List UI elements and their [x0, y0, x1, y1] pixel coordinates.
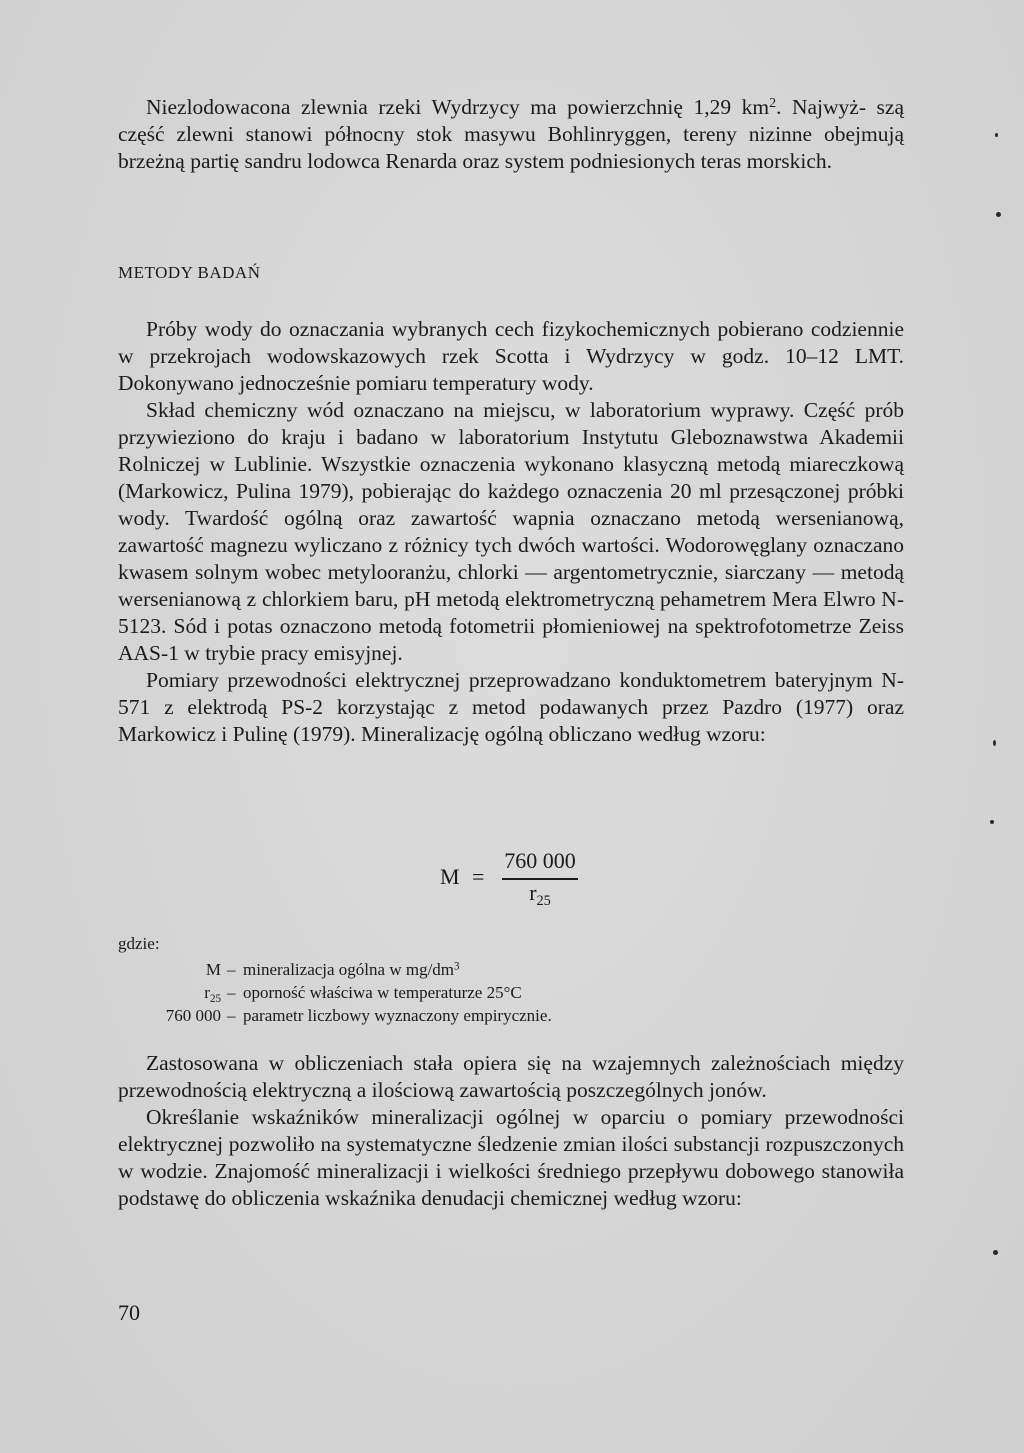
page-number: 70: [118, 1300, 140, 1325]
methods-paragraph-chemistry: Skład chemiczny wód oznaczano na miejscu, w laboratorium wyprawy. Część prób przywieziono do kraju i badano w laboratorium Instytutu Gleboznawstwa Akademii Rolniczej w Lublinie. Wszystkie oznaczenia wykonano klasyczną metodą miareczkową (Markowicz, Pulina 1979), pobierając do każdego oznaczenia 20 ml przesączonej próbki wody. Twardość ogólną oraz zawartość wapnia oznaczano metodą wersenianową, zawartość magnezu wyliczano z różnicy tych dwóch wartości. Wodorowęglany oznaczano kwasem solnym wobec metylooranżu, chlorki — argentometrycznie, siarczany — metodą wersenianową z chlorkiem baru, pH metodą elektrometryczną pehametrem Mera Elwro N-5123. Sód i potas oznaczono metodą fotometrii płomieniowej na spektrofotometrze Zeiss AAS-1 w trybie pracy emisyjnej.: [118, 398, 904, 665]
legend-row: [118, 981, 718, 1004]
legend-row: [118, 958, 718, 981]
legend-symbol-subscript: 25: [209, 992, 221, 1005]
legend-description: parametr liczbowy wyznaczony empirycznie.: [243, 1006, 552, 1025]
section-heading-methods: METODY BADAŃ: [118, 263, 261, 282]
legend-symbol: M: [205, 960, 221, 979]
legend-description-text: mineralizacja ogólna w mg/dm: [243, 960, 455, 979]
methods-section: [118, 316, 904, 748]
formula-legend: [118, 958, 718, 1027]
legend-description: oporność właściwa w temperaturze 25°C: [243, 983, 522, 1002]
legend-dash: –: [227, 983, 236, 1002]
intro-text-continued: . Najwyż-: [776, 95, 866, 119]
formula-lhs: M: [440, 864, 460, 889]
methods-paragraph-conductivity: Pomiary przewodności elektrycznej przeprowadzano konduktometrem bateryjnym N-571 z elektrodą PS-2 korzystając z metod podawanych przez Pazdro (1977) oraz Markowicz i Pulinę (1979). Mineralizację ogólną obliczano według wzoru:: [118, 668, 904, 746]
area-unit-exponent: 2: [769, 96, 777, 112]
legend-dash: –: [227, 960, 236, 979]
formula-denominator: [504, 880, 576, 910]
denominator-subscript: 25: [536, 893, 551, 909]
formula-equals: =: [472, 864, 485, 889]
legend-intro: gdzie:: [118, 934, 160, 953]
scan-speck: [990, 820, 994, 824]
legend-dash: –: [227, 1006, 236, 1025]
scan-speck: [995, 133, 998, 137]
intro-text-rest: szą część zlewni stanowi północny stok masywu Bohlinryggen, tereny nizinne obejmują brzeżną partię sandru lodowca Renarda oraz system podniesionych teras morskich.: [118, 95, 904, 173]
closing-paragraph-constant: Zastosowana w obliczeniach stała opiera się na wzajemnych zależnościach między przewodnością elektryczną a ilościową zawartością poszczególnych jonów.: [118, 1051, 904, 1102]
legend-symbol: 760 000: [165, 1006, 221, 1025]
denominator-symbol: r: [529, 880, 537, 905]
legend-symbol: r: [204, 983, 210, 1002]
scan-speck: [993, 1250, 998, 1255]
intro-paragraph: [118, 94, 904, 175]
mineralization-formula: [440, 848, 590, 908]
intro-text-start: Niezlodowacona zlewnia rzeki Wydrzycy ma powierzchnię 1,29 km: [146, 95, 770, 119]
closing-section: [118, 1050, 904, 1212]
methods-paragraph-sampling: Próby wody do oznaczania wybranych cech fizykochemicznych pobierano codziennie w przekrojach wodowskazowych rzek Scotta i Wydrzycy w godz. 10–12 LMT. Dokonywano jednocześnie pomiaru temperatury wody.: [118, 317, 904, 395]
closing-paragraph-denudation: Określanie wskaźników mineralizacji ogólnej w oparciu o pomiary przewodności elektrycznej pozwoliło na systematyczne śledzenie zmian ilości substancji rozpuszczonych w wodzie. Znajomość mineralizacji i wielkości średniego przepływu dobowego stanowiła podstawę do obliczenia wskaźnika denudacji chemicznej według wzoru:: [118, 1105, 904, 1210]
legend-description: [243, 958, 460, 981]
legend-row: [118, 1004, 718, 1027]
formula-numerator: 760 000: [504, 848, 576, 873]
scan-speck: [993, 740, 996, 746]
volume-unit-exponent: 3: [454, 960, 460, 973]
scan-speck: [996, 212, 1001, 217]
